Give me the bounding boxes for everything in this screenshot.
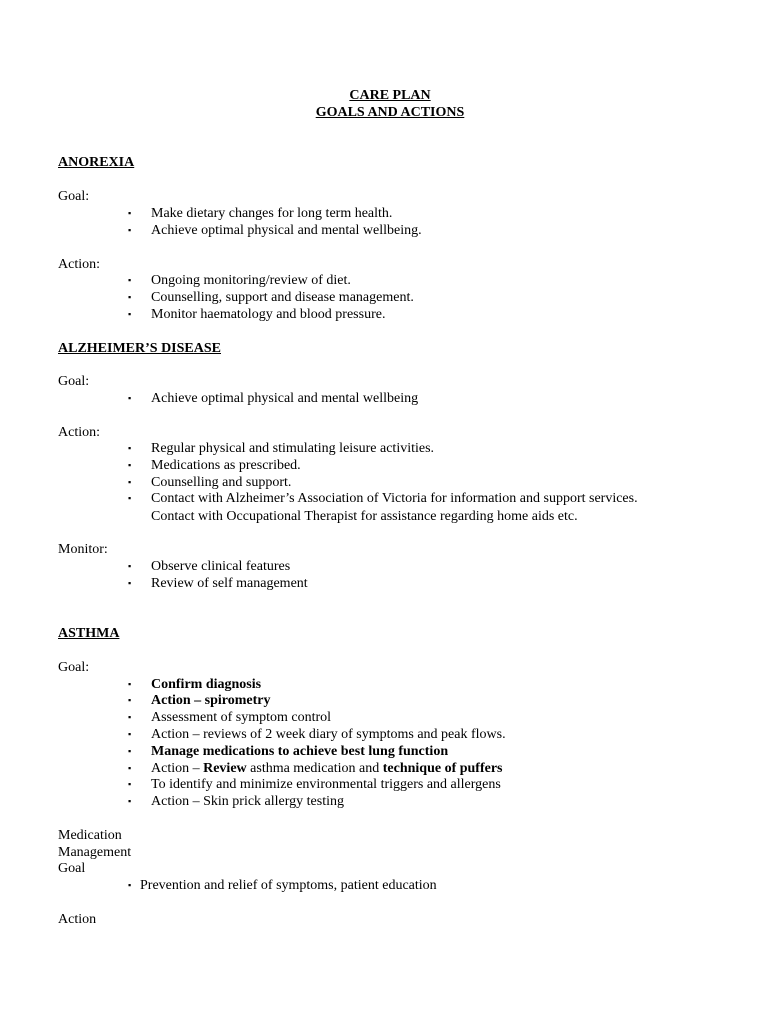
alzheimers-goal-label: Goal: — [58, 374, 90, 389]
bullet-icon: ▪ — [128, 779, 132, 789]
bullet-icon: ▪ — [128, 477, 132, 487]
section-heading-asthma: ASTHMA — [58, 626, 120, 641]
bullet-icon: ▪ — [128, 225, 132, 235]
list-item: ▪ Achieve optimal physical and mental wellbeing. — [128, 223, 422, 238]
list-item: ▪ Manage medications to achieve best lung function — [128, 744, 449, 759]
bullet-icon: ▪ — [128, 292, 132, 302]
bullet-icon: ▪ — [128, 712, 132, 722]
alzheimers-monitor-label: Monitor: — [58, 542, 108, 557]
bullet-icon: ▪ — [128, 443, 132, 453]
list-item: ▪ Regular physical and stimulating leisure activities. — [128, 441, 435, 456]
list-item: ▪ Confirm diagnosis — [128, 677, 262, 692]
asthma-action-label: Action — [58, 912, 97, 927]
list-item: ▪ Medications as prescribed. — [128, 458, 301, 473]
medication-label: Medication — [58, 828, 122, 843]
list-item: ▪ Action – spirometry — [128, 693, 271, 708]
list-item: ▪ Assessment of symptom control — [128, 710, 332, 725]
list-item: ▪ Make dietary changes for long term health. — [128, 206, 393, 221]
bullet-icon: ▪ — [128, 578, 132, 588]
bullet-icon: ▪ — [128, 460, 132, 470]
bullet-icon: ▪ — [128, 679, 132, 689]
list-item: ▪ Counselling, support and disease management. — [128, 290, 414, 305]
bullet-icon: ▪ — [128, 880, 132, 890]
document-title: CARE PLAN — [349, 88, 431, 103]
alzheimers-action-label: Action: — [58, 425, 100, 440]
medication-goal-label: Goal — [58, 861, 86, 876]
list-item: ▪ Observe clinical features — [128, 559, 291, 574]
anorexia-goal-label: Goal: — [58, 189, 90, 204]
bullet-icon: ▪ — [128, 493, 132, 503]
bullet-icon: ▪ — [128, 393, 132, 403]
list-item: ▪ Action – Review asthma medication and technique of puffers — [128, 761, 503, 776]
list-item: ▪ Action – reviews of 2 week diary of symptoms and peak flows. — [128, 727, 506, 742]
section-heading-alzheimers: ALZHEIMER’S DISEASE — [58, 341, 221, 356]
bullet-icon: ▪ — [128, 208, 132, 218]
bullet-icon: ▪ — [128, 309, 132, 319]
anorexia-action-label: Action: — [58, 257, 100, 272]
list-item: ▪ Achieve optimal physical and mental wellbeing — [128, 391, 419, 406]
bullet-icon: ▪ — [128, 275, 132, 285]
document-subtitle: GOALS AND ACTIONS — [315, 105, 465, 120]
bullet-icon: ▪ — [128, 561, 132, 571]
list-item: ▪ Action – Skin prick allergy testing — [128, 794, 344, 809]
list-item: ▪ Counselling and support. — [128, 475, 292, 490]
bullet-icon: ▪ — [128, 746, 132, 756]
list-item: ▪ Ongoing monitoring/review of diet. — [128, 273, 351, 288]
bullet-icon: ▪ — [128, 796, 132, 806]
list-item: ▪ To identify and minimize environmental triggers and allergens — [128, 777, 501, 792]
management-label: Management — [58, 845, 132, 860]
list-item: ▪ Review of self management — [128, 576, 308, 591]
bullet-icon: ▪ — [128, 763, 132, 773]
list-item: ▪ Contact with Alzheimer’s Association of Victoria for information and support services. — [128, 491, 638, 506]
list-item: ▪ Prevention and relief of symptoms, patient education — [128, 878, 437, 893]
bullet-icon: ▪ — [128, 729, 132, 739]
list-item-continuation: Contact with Occupational Therapist for assistance regarding home aids etc. — [151, 509, 578, 524]
section-heading-anorexia: ANOREXIA — [58, 155, 135, 170]
list-item: ▪ Monitor haematology and blood pressure. — [128, 307, 386, 322]
asthma-goal-label: Goal: — [58, 660, 90, 675]
bullet-icon: ▪ — [128, 695, 132, 705]
